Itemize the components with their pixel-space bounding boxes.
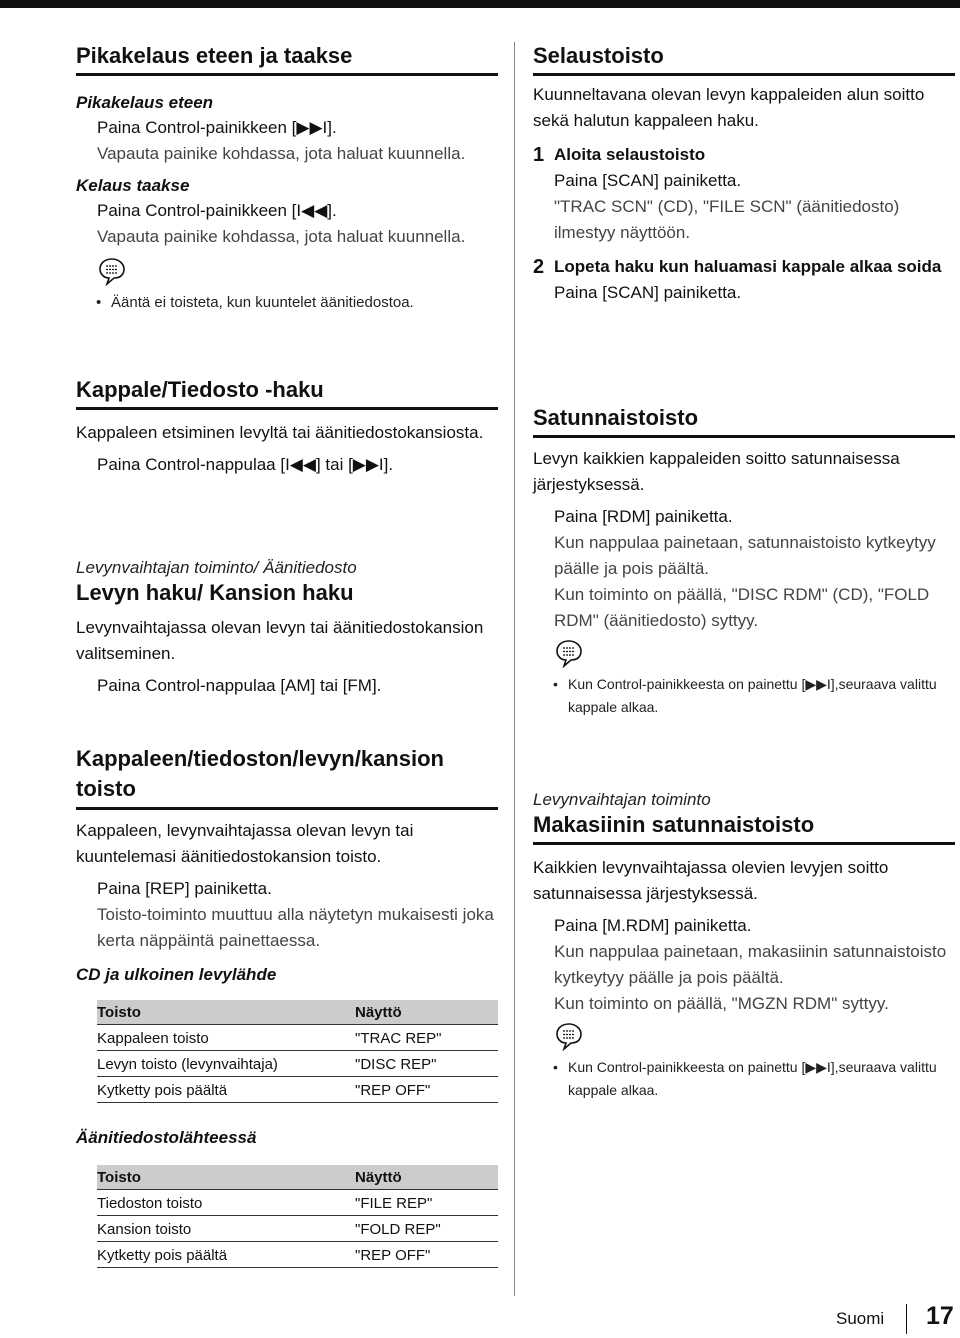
subheading-file: Äänitiedostolähteessä: [76, 1128, 257, 1147]
section-magazine-random: [533, 789, 955, 1102]
section-title: Makasiinin satunnaistoisto: [533, 811, 955, 845]
step-heading: Lopeta haku kun haluamasi kappale alkaa soida: [554, 257, 942, 276]
table-row: [97, 1242, 498, 1268]
section-desc: Levynvaihtajassa olevan levyn tai äänitiedostokansion valitseminen.: [76, 618, 484, 663]
step: Paina [REP] painiketta.: [97, 879, 272, 898]
table-header: [97, 1165, 498, 1190]
cell-display: "DISC REP": [355, 1051, 498, 1077]
step-desc-2: Kun toiminto on päällä, "MGZN RDM" syttyy.: [554, 994, 889, 1013]
step-desc-1: Kun nappulaa painetaan, satunnaistoisto kytkeytyy päälle ja pois päältä.: [554, 533, 936, 578]
step-number: 1: [533, 144, 545, 166]
step-action: Paina [SCAN] painiketta.: [554, 171, 742, 190]
table-row: [97, 1077, 498, 1103]
step-desc-2: Kun toiminto on päällä, "DISC RDM" (CD), "FOLD RDM" (äänitiedosto) syttyy.: [554, 585, 930, 630]
section-desc: Kappaleen etsiminen levyltä tai äänitiedostokansiosta.: [76, 423, 484, 442]
subheading-rewind: Kelaus taakse: [76, 176, 190, 195]
subheading-cd: CD ja ulkoinen levylähde: [76, 965, 277, 984]
section-fast-forward: [76, 42, 498, 314]
page-number: 17: [926, 1302, 954, 1330]
cell-mode: Kansion toisto: [97, 1216, 355, 1242]
footer-language: Suomi: [836, 1309, 885, 1328]
top-rule: [0, 0, 960, 8]
cell-display: "FOLD REP": [355, 1216, 498, 1242]
step: Paina [M.RDM] painiketta.: [554, 916, 752, 935]
step-desc: Toisto-toiminto muuttuu alla näytetyn mukaisesti joka kerta näppäintä painettaessa.: [97, 905, 494, 950]
section-subtitle: Levynvaihtajan toiminto/ Äänitiedosto: [76, 558, 357, 577]
cell-display: "REP OFF": [355, 1242, 498, 1268]
table-header: [97, 1000, 498, 1025]
repeat-table-cd: [97, 1000, 498, 1103]
header-display: Näyttö: [355, 1165, 498, 1190]
section-desc: Levyn kaikkien kappaleiden soitto satunnaisessa järjestyksessä.: [533, 449, 900, 494]
table-row: [97, 1025, 498, 1051]
step: Paina Control-nappulaa [I◀◀] tai [▶▶I].: [97, 455, 394, 474]
step-heading: Aloita selaustoisto: [554, 145, 706, 164]
section-disc-search: [76, 557, 498, 699]
cell-mode: Levyn toisto (levynvaihtaja): [97, 1051, 355, 1077]
cell-mode: Kappaleen toisto: [97, 1025, 355, 1051]
step: Paina [RDM] painiketta.: [554, 507, 733, 526]
table-row: [97, 1190, 498, 1216]
footer-divider: [906, 1304, 907, 1334]
section-title: Levyn haku/ Kansion haku: [76, 580, 354, 605]
repeat-table-file: [97, 1165, 498, 1268]
cell-mode: Kytketty pois päältä: [97, 1077, 355, 1103]
desc-rewind: Vapauta painike kohdassa, jota haluat kuunnella.: [97, 227, 466, 246]
section-track-search: [76, 376, 498, 478]
step-forward: Paina Control-painikkeen [▶▶I].: [97, 118, 337, 137]
step: Paina Control-nappulaa [AM] tai [FM].: [97, 676, 382, 695]
step-rewind: Paina Control-painikkeen [I◀◀].: [97, 201, 337, 220]
step-action: Paina [SCAN] painiketta.: [554, 283, 742, 302]
section-desc: Kaikkien levynvaihtajassa olevien levyjen soitto satunnaisessa järjestyksessä.: [533, 858, 889, 903]
step-number: 2: [533, 256, 545, 278]
cell-display: "TRAC REP": [355, 1025, 498, 1051]
header-repeat: Toisto: [97, 1165, 355, 1190]
section-desc: Kuunneltavana olevan levyn kappaleiden alun soitto sekä halutun kappaleen haku.: [533, 85, 925, 130]
step-1: [533, 142, 955, 168]
step-desc-1: Kun nappulaa painetaan, makasiinin satunnaistoisto kytkeytyy päälle ja pois päältä.: [554, 942, 947, 987]
note-text: • Ääntä ei toisteta, kun kuuntelet äänitiedostoa.: [76, 291, 498, 314]
step-2: [533, 254, 955, 280]
table-row: [97, 1051, 498, 1077]
section-subtitle: Levynvaihtajan toiminto: [533, 790, 711, 809]
cell-display: "REP OFF": [355, 1077, 498, 1103]
header-repeat: Toisto: [97, 1000, 355, 1025]
header-display: Näyttö: [355, 1000, 498, 1025]
note-icon: [554, 638, 584, 668]
subheading-forward: Pikakelaus eteen: [76, 93, 214, 112]
column-divider: [514, 42, 515, 1296]
section-repeat: [76, 744, 498, 1268]
table-row: [97, 1216, 498, 1242]
cell-display: "FILE REP": [355, 1190, 498, 1216]
section-title: Satunnaistoisto: [533, 404, 955, 438]
cell-mode: Tiedoston toisto: [97, 1190, 355, 1216]
section-title: Kappaleen/tiedoston/levyn/kansion toisto: [76, 744, 498, 810]
page-footer: [836, 1296, 960, 1338]
section-title: Kappale/Tiedosto -haku: [76, 376, 498, 410]
note-text: • Kun Control-painikkeesta on painettu [▶▶I],seuraava valittu kappale alkaa.: [533, 1056, 955, 1102]
cell-mode: Kytketty pois päältä: [97, 1242, 355, 1268]
section-title: Pikakelaus eteen ja taakse: [76, 42, 498, 76]
section-desc: Kappaleen, levynvaihtajassa olevan levyn tai kuuntelemasi äänitiedostokansion toisto.: [76, 821, 414, 866]
note-text: • Kun Control-painikkeesta on painettu [▶▶I],seuraava valittu kappale alkaa.: [533, 673, 955, 719]
desc-forward: Vapauta painike kohdassa, jota haluat kuunnella.: [97, 144, 466, 163]
section-scan: [533, 42, 955, 306]
note-icon: [554, 1021, 584, 1051]
section-random: [533, 404, 955, 719]
note-icon: [97, 256, 127, 286]
section-title: Selaustoisto: [533, 42, 955, 76]
step-desc: "TRAC SCN" (CD), "FILE SCN" (äänitiedosto) ilmestyy näyttöön.: [554, 197, 900, 242]
